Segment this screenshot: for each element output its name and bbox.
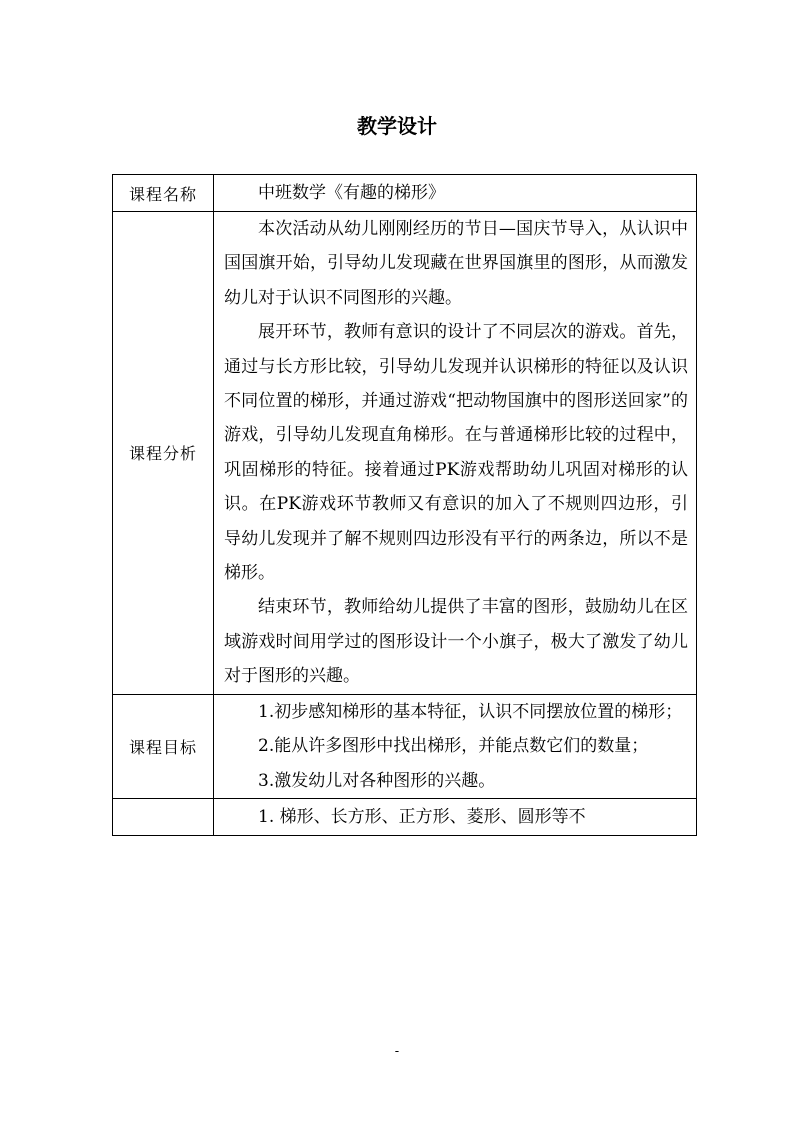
label-course-name: 课程名称 xyxy=(113,175,214,212)
content-course-name xyxy=(214,175,697,212)
content-course-goals xyxy=(214,694,697,798)
content-continued xyxy=(214,798,697,835)
goal-item-1: 1.初步感知梯形的基本特征，认识不同摆放位置的梯形； xyxy=(258,701,683,722)
lesson-design-table xyxy=(112,174,697,836)
course-name-text: 中班数学《有趣的梯形》 xyxy=(258,183,445,203)
content-course-analysis xyxy=(214,212,697,695)
goal-item-2: 2.能从许多图形中找出梯形，并能点数它们的数量； xyxy=(258,736,649,757)
row-course-analysis xyxy=(113,212,697,695)
row-continued xyxy=(113,798,697,835)
goal-item-3: 3.激发幼儿对各种图形的兴趣。 xyxy=(258,770,496,791)
analysis-paragraph-2: 展开环节，教师有意识的设计了不同层次的游戏。首先，通过与长方形比较，引导幼儿发现并认识梯形的特征以及认识不同位置的梯形，并通过游戏“把动物国旗中的图形送回家”的游戏，引导幼儿发现直角梯形。在与普通梯形比较的过程中，巩固梯形的特征。接着通过PK游戏帮助幼儿巩固对梯形的认识。在PK游戏环节教师又有意识的加入了不规则四边形，引导幼儿发现并了解不规则四边形没有平行的两条边，所以不是梯形。 xyxy=(224,322,688,584)
row-course-goals xyxy=(113,694,697,798)
label-course-goals: 课程目标 xyxy=(113,694,214,798)
document-title: 教学设计 xyxy=(357,114,437,138)
label-continued xyxy=(113,798,214,835)
label-course-analysis: 课程分析 xyxy=(113,212,214,695)
analysis-paragraph-3: 结束环节，教师给幼儿提供了丰富的图形，鼓励幼儿在区域游戏时间用学过的图形设计一个小旗子，极大了激发了幼儿对于图形的兴趣。 xyxy=(224,597,688,687)
page-number: - xyxy=(394,1044,400,1059)
analysis-paragraph-1: 本次活动从幼儿刚刚经历的节日—国庆节导入，从认识中国国旗开始，引导幼儿发现藏在世界国旗里的图形，从而激发幼儿对于认识不同图形的兴趣。 xyxy=(224,219,688,308)
row-course-name xyxy=(113,175,697,212)
continued-text: 1. 梯形、长方形、正方形、菱形、圆形等不 xyxy=(258,806,586,827)
